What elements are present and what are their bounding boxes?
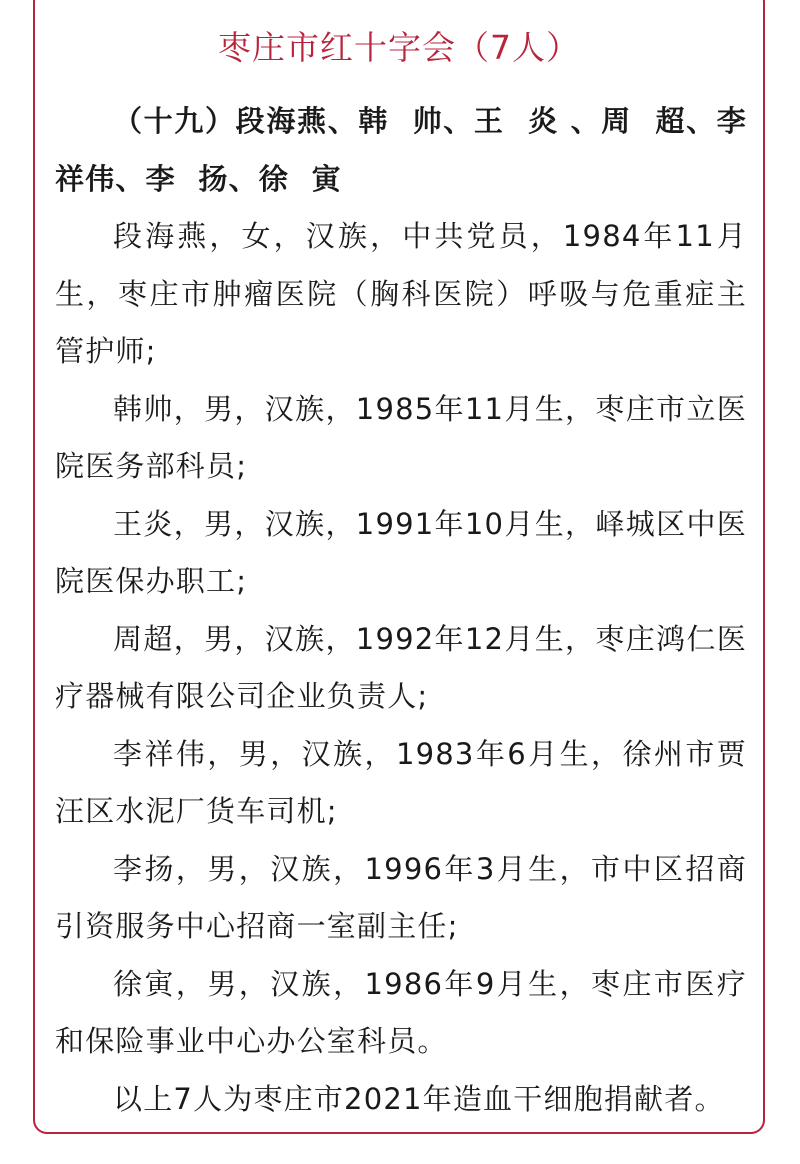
paragraph-li-yang: 李扬，男，汉族，1996年3月生，市中区招商引资服务中心招商一室副主任; [55,851,747,943]
paragraph-zhou-chao: 周超，男，汉族，1992年12月生，枣庄鸿仁医疗器械有限公司企业负责人; [55,621,747,713]
group-heading: （十九）段海燕、韩 帅、王 炎 、周 超、李祥伟、李 扬、徐 寅 [55,104,747,196]
article-body [55,93,747,1128]
paragraph-han-shuai: 韩帅，男，汉族，1985年11月生，枣庄市立医院医务部科员; [55,391,747,483]
paragraph-xu-yin: 徐寅，男，汉族，1986年9月生，枣庄市医疗和保险事业中心办公室科员。 [55,966,747,1058]
summary-paragraph: 以上7人为枣庄市2021年造血干细胞捐献者。 [113,1081,725,1116]
paragraph-wang-yan: 王炎，男，汉族，1991年10月生，峄城区中医院医保办职工; [55,506,747,598]
section-title: 枣庄市红十字会（7人） [218,28,580,67]
paragraph-duan-haiyan: 段海燕，女，汉族，中共党员，1984年11月生，枣庄市肿瘤医院（胸科医院）呼吸与危重症主管护师; [55,219,747,368]
paragraph-li-xiangwei: 李祥伟，男，汉族，1983年6月生，徐州市贾汪区水泥厂货车司机; [55,736,747,828]
